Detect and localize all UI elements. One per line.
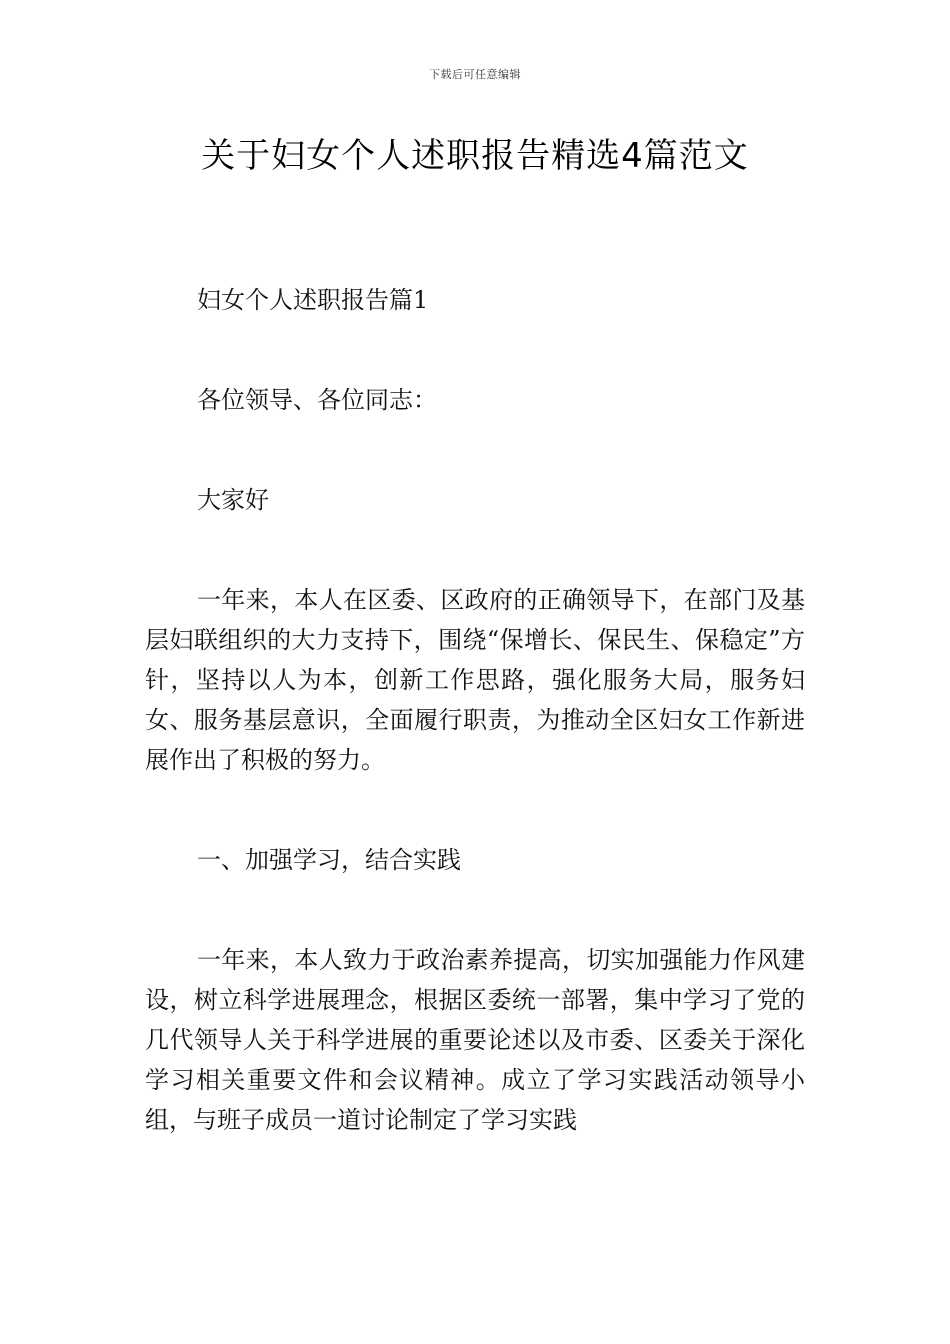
subheading-1: 一、加强学习，结合实践 [197, 846, 461, 874]
paragraph-1: 一年来，本人在区委、区政府的正确领导下，在部门及基层妇联组织的大力支持下，围绕“保增长、保民生、保稳定”方针，坚持以人为本，创新工作思路，强化服务大局，服务妇女、服务基层意识，全面履行职责，为推动全区妇女工作新进展作出了积极的努力。 [145, 586, 805, 774]
paragraph-2: 一年来，本人致力于政治素养提高，切实加强能力作风建设，树立科学进展理念，根据区委统一部署，集中学习了党的几代领导人关于科学进展的重要论述以及市委、区委关于深化学习相关重要文件和会议精神。成立了学习实践活动领导小组，与班子成员一道讨论制定了学习实践 [145, 946, 805, 1134]
section-heading: 妇女个人述职报告篇1 [197, 286, 429, 314]
document-body [145, 280, 805, 1140]
hello: 大家好 [197, 486, 269, 514]
greeting: 各位领导、各位同志： [197, 386, 437, 414]
header-note: 下载后可任意编辑 [429, 68, 521, 81]
document-title: 关于妇女个人述职报告精选4篇范文 [201, 136, 749, 176]
